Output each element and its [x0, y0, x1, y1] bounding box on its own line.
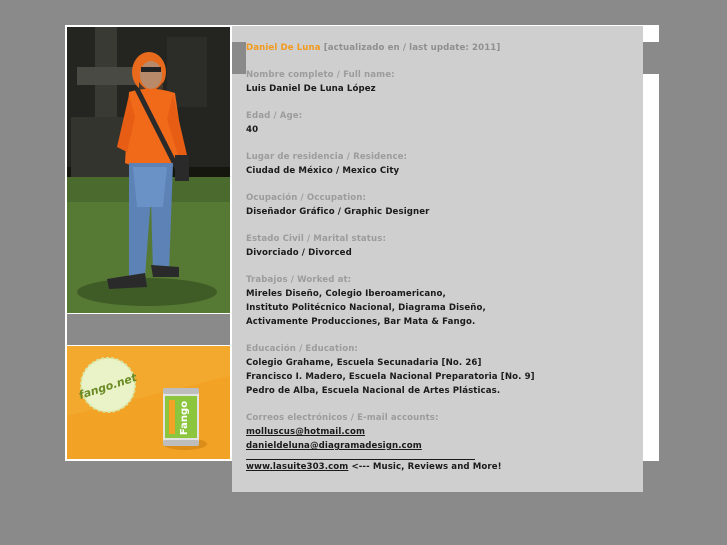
profile-fields [246, 68, 636, 398]
email-label: Correos electrónicos / E-mail accounts: [246, 413, 439, 423]
profile-title [246, 41, 636, 55]
website-line [246, 460, 636, 474]
field-value: Colegio Grahame, Escuela Secunadaria [No. 26] [246, 358, 482, 368]
field-value: 40 [246, 125, 259, 135]
field-label: Nombre completo / Full name: [246, 70, 395, 80]
website-note: <--- Music, Reviews and More! [348, 462, 502, 472]
fango-banner[interactable] [67, 346, 230, 459]
field-value: Mireles Diseño, Colegio Iberoamericano, [246, 289, 446, 299]
profile-name: Daniel De Luna [246, 43, 321, 53]
panel-notch-right [643, 42, 659, 74]
profile-text [246, 41, 636, 474]
field-label: Trabajos / Worked at: [246, 275, 352, 285]
field-value: Luis Daniel De Luna López [246, 84, 376, 94]
email-link-hotmail[interactable]: molluscus@hotmail.com [246, 427, 365, 437]
field-value: Instituto Politécnico Nacional, Diagrama Diseño, [246, 303, 486, 313]
field-value: Activamente Producciones, Bar Mata & Fango. [246, 317, 476, 327]
fango-can-text: Fango [179, 400, 190, 436]
update-note: [actualizado en / last update: 2011] [320, 43, 501, 53]
profile-photo [67, 27, 230, 313]
fango-banner-illustration [67, 346, 230, 459]
field-label: Ocupación / Occupation: [246, 193, 367, 203]
field-value: Francisco I. Madero, Escuela Nacional Preparatoria [No. 9] [246, 372, 535, 382]
field-value: Divorciado / Divorced [246, 248, 352, 258]
photo-banner-gap [67, 314, 230, 345]
profile-photo-illustration [67, 27, 230, 313]
field-value: Pedro de Alba, Escuela Nacional de Artes Plásticas. [246, 386, 501, 396]
field-label: Edad / Age: [246, 111, 303, 121]
field-label: Educación / Education: [246, 344, 358, 354]
fango-logo-text: fango.net [77, 371, 139, 403]
website-link[interactable]: www.lasuite303.com [246, 462, 349, 472]
field-value: Ciudad de México / Mexico City [246, 166, 400, 176]
panel-notch-left [232, 42, 246, 74]
email-link-diagrama[interactable]: danieldeluna@diagramadesign.com [246, 441, 422, 451]
field-label: Estado Civil / Marital status: [246, 234, 386, 244]
field-value: Diseñador Gráfico / Graphic Designer [246, 207, 430, 217]
field-label: Lugar de residencia / Residence: [246, 152, 408, 162]
